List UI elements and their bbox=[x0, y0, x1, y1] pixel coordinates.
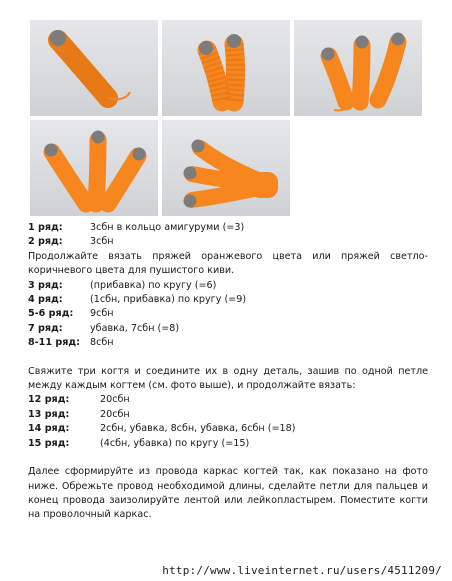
paragraph-3: Далее сформируйте из провода каркас когтей так, как показано на фото ниже. Обрежьте провод необходимой длины, сделайте петли для пальцев и конец провода заизолируйте лентой или лейкопластырем. Поместите когти на проволочный каркас. bbox=[28, 466, 428, 521]
photo-grid bbox=[0, 0, 452, 220]
row-label: 5-6 ряд: bbox=[28, 308, 74, 320]
paragraph-1: Продолжайте вязать пряжей оранжевого цвета или пряжей светло-коричневого цвета для пушистого киви. bbox=[28, 250, 428, 277]
row-label: 1 ряд: bbox=[28, 222, 63, 233]
row-item bbox=[28, 221, 428, 235]
row-text: 3сбн в кольцо амигуруми (=3) bbox=[90, 222, 245, 233]
row-item bbox=[28, 293, 428, 307]
photo-two-claws bbox=[162, 20, 290, 116]
row-item bbox=[28, 437, 428, 451]
row-item bbox=[28, 393, 428, 407]
row-label: 13 ряд: bbox=[28, 408, 70, 420]
row-item bbox=[28, 422, 428, 436]
row-label: 14 ряд: bbox=[28, 423, 70, 435]
row-text: (1сбн, прибавка) по кругу (=9) bbox=[90, 294, 247, 306]
row-label: 4 ряд: bbox=[28, 294, 63, 306]
photo-joined-foot bbox=[162, 120, 290, 216]
row-text: 20сбн bbox=[100, 394, 130, 406]
row-label: 2 ряд: bbox=[28, 236, 63, 248]
row-label: 7 ряд: bbox=[28, 322, 63, 334]
photo-one-claw bbox=[30, 20, 158, 116]
row-item bbox=[28, 235, 428, 249]
row-item bbox=[28, 408, 428, 422]
row-text: 20сбн bbox=[100, 408, 130, 420]
row-text: 9сбн bbox=[90, 308, 114, 320]
row-item bbox=[28, 279, 428, 293]
paragraph-2: Свяжите три когтя и соедините их в одну деталь, зашив по одной петле между каждым когтем (см. фото выше), и продолжайте вязать: bbox=[28, 365, 428, 392]
row-label: 3 ряд: bbox=[28, 279, 63, 291]
row-text: (прибавка) по кругу (=6) bbox=[90, 279, 217, 291]
row-text: 8сбн bbox=[90, 337, 114, 349]
row-text: 2сбн, убавка, 8сбн, убавка, 6сбн (=18) bbox=[100, 423, 296, 435]
row-text: убавка, 7сбн (=8) bbox=[90, 322, 180, 334]
row-item bbox=[28, 307, 428, 321]
row-text: 3сбн bbox=[90, 236, 114, 248]
row-label: 8-11 ряд: bbox=[28, 337, 80, 349]
footer-url[interactable]: http://www.liveinternet.ru/users/4511209/ bbox=[162, 564, 442, 577]
row-item bbox=[28, 336, 428, 350]
row-label: 15 ряд: bbox=[28, 437, 70, 449]
row-text: (4сбн, убавка) по кругу (=15) bbox=[100, 437, 250, 449]
row-label: 12 ряд: bbox=[28, 394, 70, 406]
row-item bbox=[28, 322, 428, 336]
photo-three-claws bbox=[294, 20, 422, 116]
instructions bbox=[28, 221, 428, 523]
photo-claws-sewn bbox=[30, 120, 158, 216]
